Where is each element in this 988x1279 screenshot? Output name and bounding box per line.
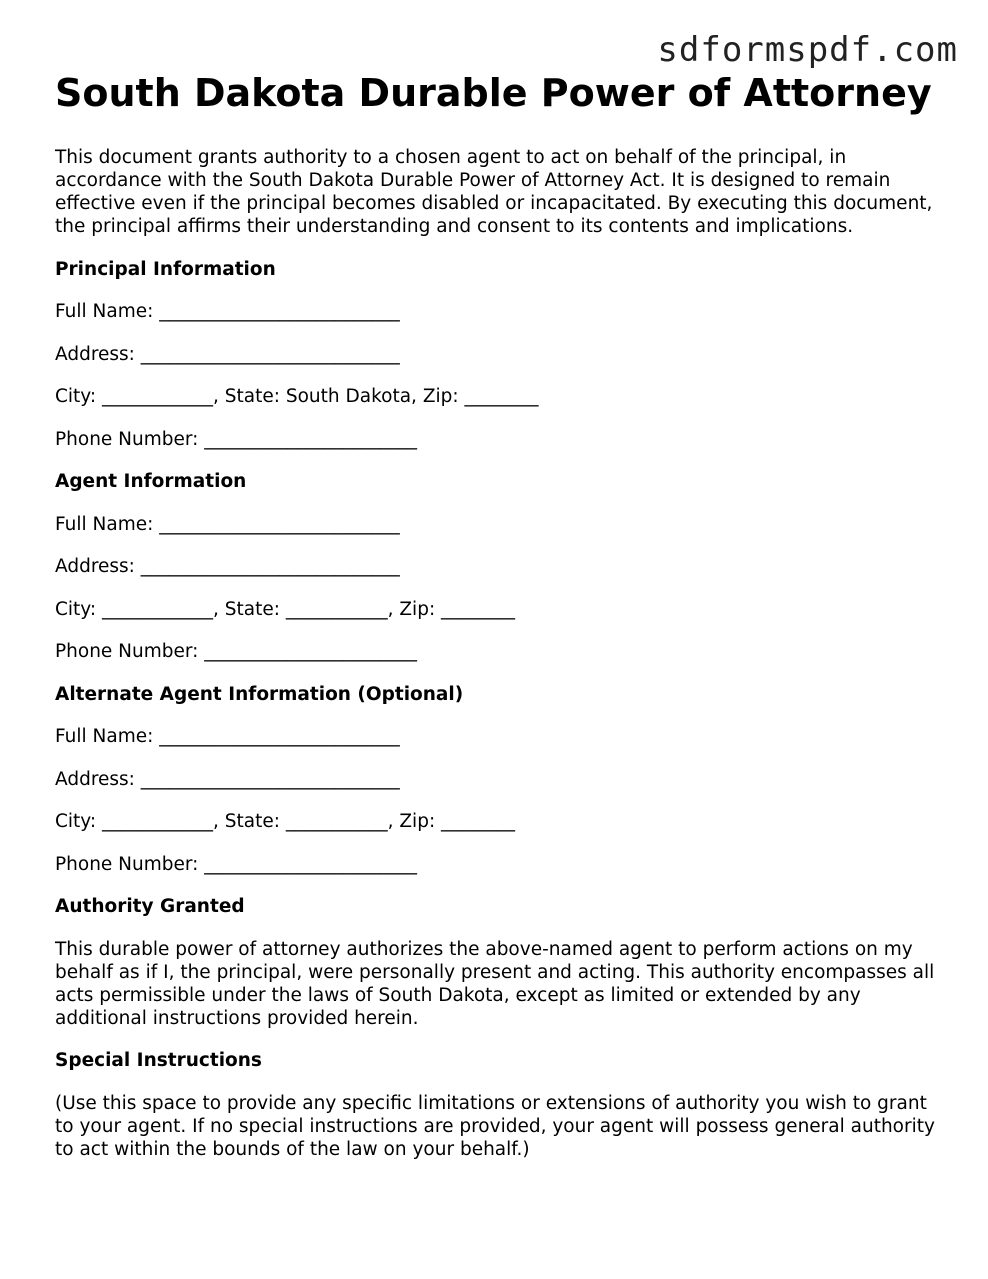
alternate-agent-phone-field[interactable]: Phone Number: _______________________ — [55, 853, 418, 875]
special-instructions-section — [55, 1049, 945, 1161]
document-body — [55, 70, 945, 1161]
special-instructions-paragraph: (Use this space to provide any specific limitations or extensions of authority you wish to grant to your agent. If no special instructions are provided, your agent will possess general authority to act within the bounds of the law on your behalf.) — [55, 1092, 935, 1160]
agent-section — [55, 470, 945, 663]
agent-phone-field[interactable]: Phone Number: _______________________ — [55, 641, 418, 662]
alternate-agent-full-name-field[interactable]: Full Name: __________________________ — [55, 726, 400, 747]
intro-paragraph: This document grants authority to a chosen agent to act on behalf of the principal, in accordance with the South Dakota Durable Power of Attorney Act. It is designed to remain effective even if the principal becomes disabled or incapacitated. By executing this document, the principal affirms their understanding and consent to its contents and implications. — [55, 147, 933, 237]
document-title: South Dakota Durable Power of Attorney — [55, 71, 932, 115]
agent-heading: Agent Information — [55, 471, 247, 492]
authority-heading: Authority Granted — [55, 896, 245, 917]
alternate-agent-city-state-zip-field[interactable]: City: ____________, State: ___________, Zip: ________ — [55, 811, 516, 832]
site-watermark: sdformspdf.com — [657, 30, 958, 70]
alternate-agent-section — [55, 683, 945, 876]
alternate-agent-address-field[interactable]: Address: ____________________________ — [55, 768, 400, 790]
alternate-agent-heading: Alternate Agent Information (Optional) — [55, 683, 464, 705]
principal-phone-field[interactable]: Phone Number: _______________________ — [55, 428, 418, 450]
authority-paragraph: This durable power of attorney authorizes the above-named agent to perform actions on my behalf as if I, the principal, were personally present and acting. This authority encompasses all acts permissible under the laws of South Dakota, except as limited or extended by any additional instructions provided herein. — [55, 938, 935, 1029]
authority-section — [55, 895, 945, 1030]
agent-address-field[interactable]: Address: ____________________________ — [55, 556, 400, 577]
principal-address-field[interactable]: Address: ____________________________ — [55, 343, 400, 365]
principal-section — [55, 258, 945, 451]
special-instructions-heading: Special Instructions — [55, 1050, 262, 1071]
agent-full-name-field[interactable]: Full Name: __________________________ — [55, 513, 400, 535]
principal-heading: Principal Information — [55, 258, 276, 280]
agent-city-state-zip-field[interactable]: City: ____________, State: ___________, Zip: ________ — [55, 598, 516, 620]
principal-full-name-field[interactable]: Full Name: __________________________ — [55, 301, 400, 322]
principal-city-state-zip-field[interactable]: City: ____________, State: South Dakota, Zip: ________ — [55, 386, 539, 407]
